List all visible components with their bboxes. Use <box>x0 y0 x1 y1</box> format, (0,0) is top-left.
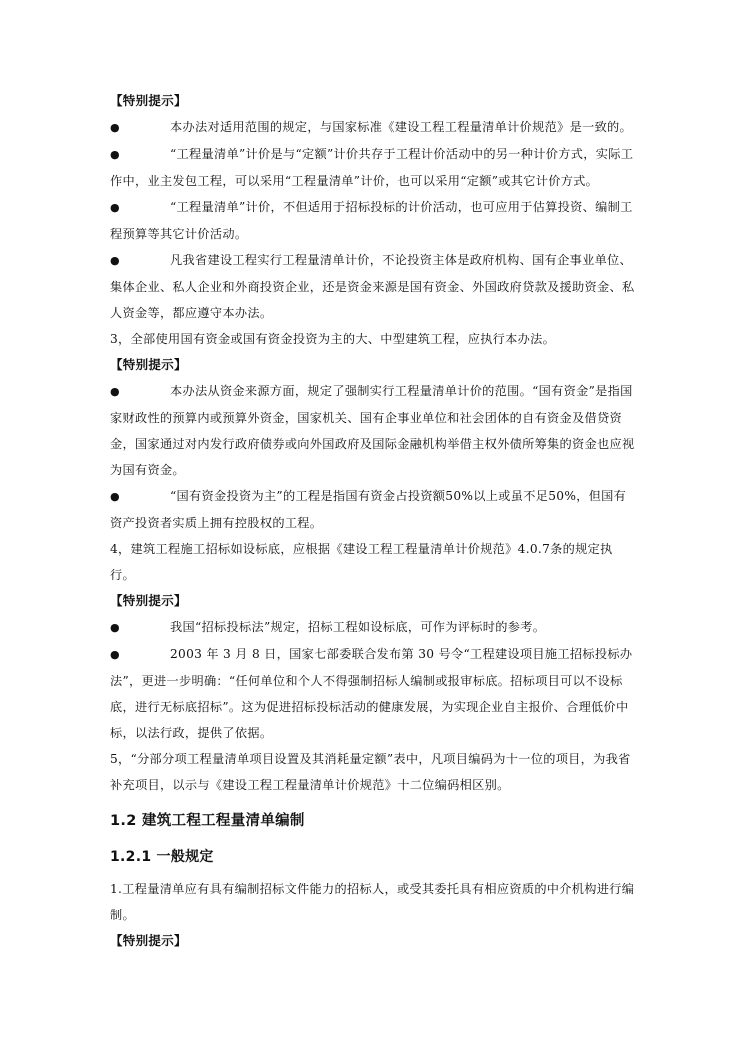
bullet-icon: ● <box>110 621 120 634</box>
subsection-heading: 1.2.1 一般规定 <box>110 849 214 865</box>
bullet-icon: ● <box>110 254 120 267</box>
bullet-text: “国有资金投资为主”的工程是指国有资金占投资额50%以上或虽不足50%，但国有资产投资者实质上拥有控股权的工程。 <box>110 489 627 530</box>
special-note-heading: 【特别提示】 <box>110 93 187 108</box>
special-note-heading: 【特别提示】 <box>110 357 187 372</box>
bullet-icon: ● <box>110 385 120 398</box>
bullet-paragraph <box>110 614 636 641</box>
bullet-paragraph <box>110 641 636 746</box>
bullet-icon: ● <box>110 148 120 161</box>
bullet-text: “工程量清单”计价，不但适用于招标投标的计价活动，也可应用于估算投资、编制工程预算等其它计价活动。 <box>110 200 633 241</box>
bullet-icon: ● <box>110 201 120 214</box>
bullet-paragraph <box>110 247 636 326</box>
numbered-paragraph: 5，“分部分项工程量清单项目设置及其消耗量定额”表中，凡项目编码为十一位的项目，为我省补充项目，以示与《建设工程工程量清单计价规范》十二位编码相区别。 <box>110 752 631 792</box>
bullet-paragraph <box>110 194 636 247</box>
bullet-text: 本办法对适用范围的规定，与国家标准《建设工程工程量清单计价规范》是一致的。 <box>170 120 633 134</box>
bullet-text: 2003 年 3 月 8 日，国家七部委联合发布第 30 号令“工程建设项目施工招标投标办法”，更进一步明确：“任何单位和个人不得强制招标人编制或报审标底。招标项目可以不设标底，进行无标底招标”。这为促进招标投标活动的健康发展，为实现企业自主报价、合理低价中标，以法行政，提供了依据。 <box>110 647 633 740</box>
special-note-heading: 【特别提示】 <box>110 593 187 608</box>
bullet-paragraph <box>110 114 636 141</box>
numbered-paragraph: 3，全部使用国有资金或国有资金投资为主的大、中型建筑工程，应执行本办法。 <box>110 332 556 346</box>
document-page <box>110 88 636 954</box>
bullet-paragraph <box>110 483 636 536</box>
bullet-icon: ● <box>110 648 120 661</box>
bullet-icon: ● <box>110 121 120 134</box>
bullet-text: 我国“招标投标法”规定，招标工程如设标底，可作为评标时的参考。 <box>170 620 546 634</box>
numbered-paragraph: 1.工程量清单应有具有编制招标文件能力的招标人，或受其委托具有相应资质的中介机构进行编制。 <box>110 882 635 922</box>
bullet-text: 本办法从资金来源方面，规定了强制实行工程量清单计价的范围。“国有资金”是指国家财政性的预算内或预算外资金，国家机关、国有企事业单位和社会团体的自有资金及借贷资金，国家通过对内发行政府债券或向外国政府及国际金融机构举借主权外债所筹集的资金也应视为国有资金。 <box>110 384 635 477</box>
bullet-paragraph <box>110 141 636 194</box>
bullet-text: “工程量清单”计价是与“定额”计价共存于工程计价活动中的另一种计价方式，实际工作中，业主发包工程，可以采用“工程量清单”计价，也可以采用“定额”或其它计价方式。 <box>110 147 634 188</box>
bullet-paragraph <box>110 378 636 483</box>
numbered-paragraph: 4，建筑工程施工招标如设标底，应根据《建设工程工程量清单计价规范》4.0.7条的规定执行。 <box>110 542 613 582</box>
special-note-heading: 【特别提示】 <box>110 933 187 948</box>
bullet-text: 凡我省建设工程实行工程量清单计价，不论投资主体是政府机构、国有企事业单位、集体企业、私人企业和外商投资企业，还是资金来源是国有资金、外国政府贷款及援助资金、私人资金等，都应遵守本办法。 <box>110 253 635 320</box>
bullet-icon: ● <box>110 490 120 503</box>
section-heading: 1.2 建筑工程工程量清单编制 <box>110 813 305 829</box>
